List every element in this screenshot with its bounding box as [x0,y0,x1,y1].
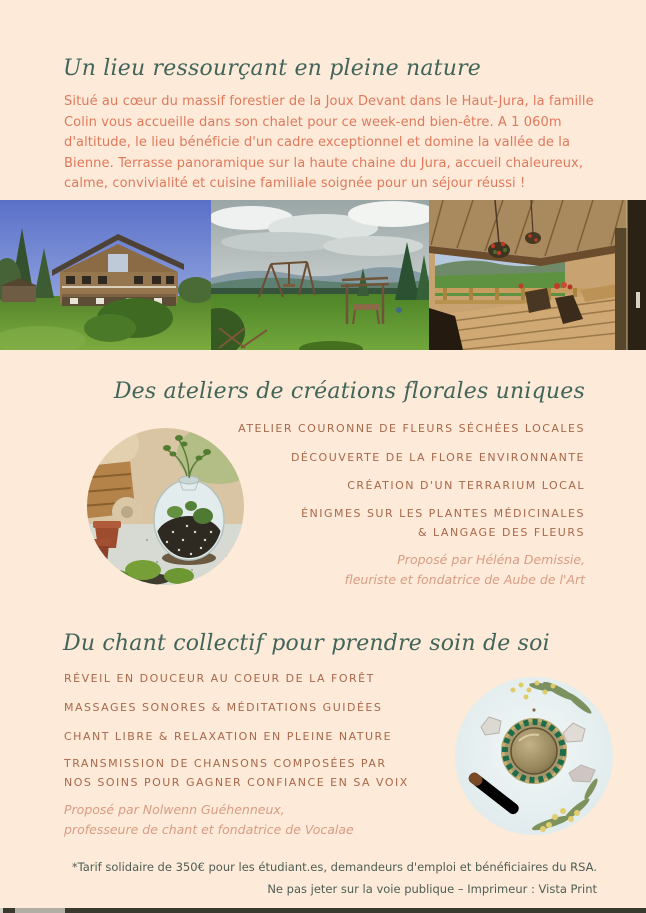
floral-workshop-item: ATELIER COURONNE DE FLEURS SÉCHÉES LOCALES [238,422,585,435]
chant-item: MASSAGES SONORES & MÉDITATIONS GUIDÉES [64,701,383,714]
chant-section-title: Du chant collectif pour prendre soin de soi [63,631,550,656]
wooden-terrace-photo [429,200,646,350]
scrollbar-corner [0,908,3,913]
horizontal-scrollbar-track[interactable] [0,908,646,913]
chant-credit: Proposé par Nolwenn Guéhenneux, professeure de chant et fondatrice de Vocalae [64,802,354,837]
florals-section-title: Des ateliers de créations florales uniques [113,379,585,404]
photo-strip [0,200,646,350]
florals-credit: Proposé par Héléna Demissie, fleuriste et fondatrice de Aube de l'Art [344,552,585,587]
chant-item: TRANSMISSION DE CHANSONS COMPOSÉES PAR NOS SOINS POUR GAGNER CONFIANCE EN SA VOIX [64,757,409,789]
intro-paragraph: Situé au cœur du massif forestier de la Joux Devant dans le Haut-Jura, la famille Colin vous accueille dans son chalet pour ce week-end bien-être. A 1 060m d'altitude, le lieu bénéficie d'un cadre exceptionnel et domine la vallée de la Bienne. Terrasse panoramique sur la haute chaine du Jura, accueil chaleureux, calme, convivialité et cuisine familiale soignée pour un séjour réussi ! [64,94,594,191]
chant-item: RÉVEIL EN DOUCEUR AU COEUR DE LA FORÊT [64,672,375,685]
chant-item: CHANT LIBRE & RELAXATION EN PLEINE NATURE [64,730,393,743]
chalet-photo [0,200,211,350]
terrarium-photo [87,428,244,585]
footer-tarif-note: *Tarif solidaire de 350€ pour les étudiant.es, demandeurs d'emploi et bénéficiaires du RSA. [71,860,597,874]
floral-workshop-item: ÉNIGMES SUR LES PLANTES MÉDICINALES & LANGAGE DES FLEURS [301,507,585,539]
intro-title: Un lieu ressourçant en pleine nature [63,56,482,81]
floral-workshop-item: CRÉATION D'UN TERRARIUM LOCAL [347,479,585,492]
floral-workshop-item: DÉCOUVERTE DE LA FLORE ENVIRONNANTE [290,451,585,464]
singing-bowl-photo [455,677,613,835]
horizontal-scrollbar-thumb[interactable] [15,908,65,913]
meadow-valley-photo [211,200,429,350]
footer-print-note: Ne pas jeter sur la voie publique – Imprimeur : Vista Print [267,882,597,896]
